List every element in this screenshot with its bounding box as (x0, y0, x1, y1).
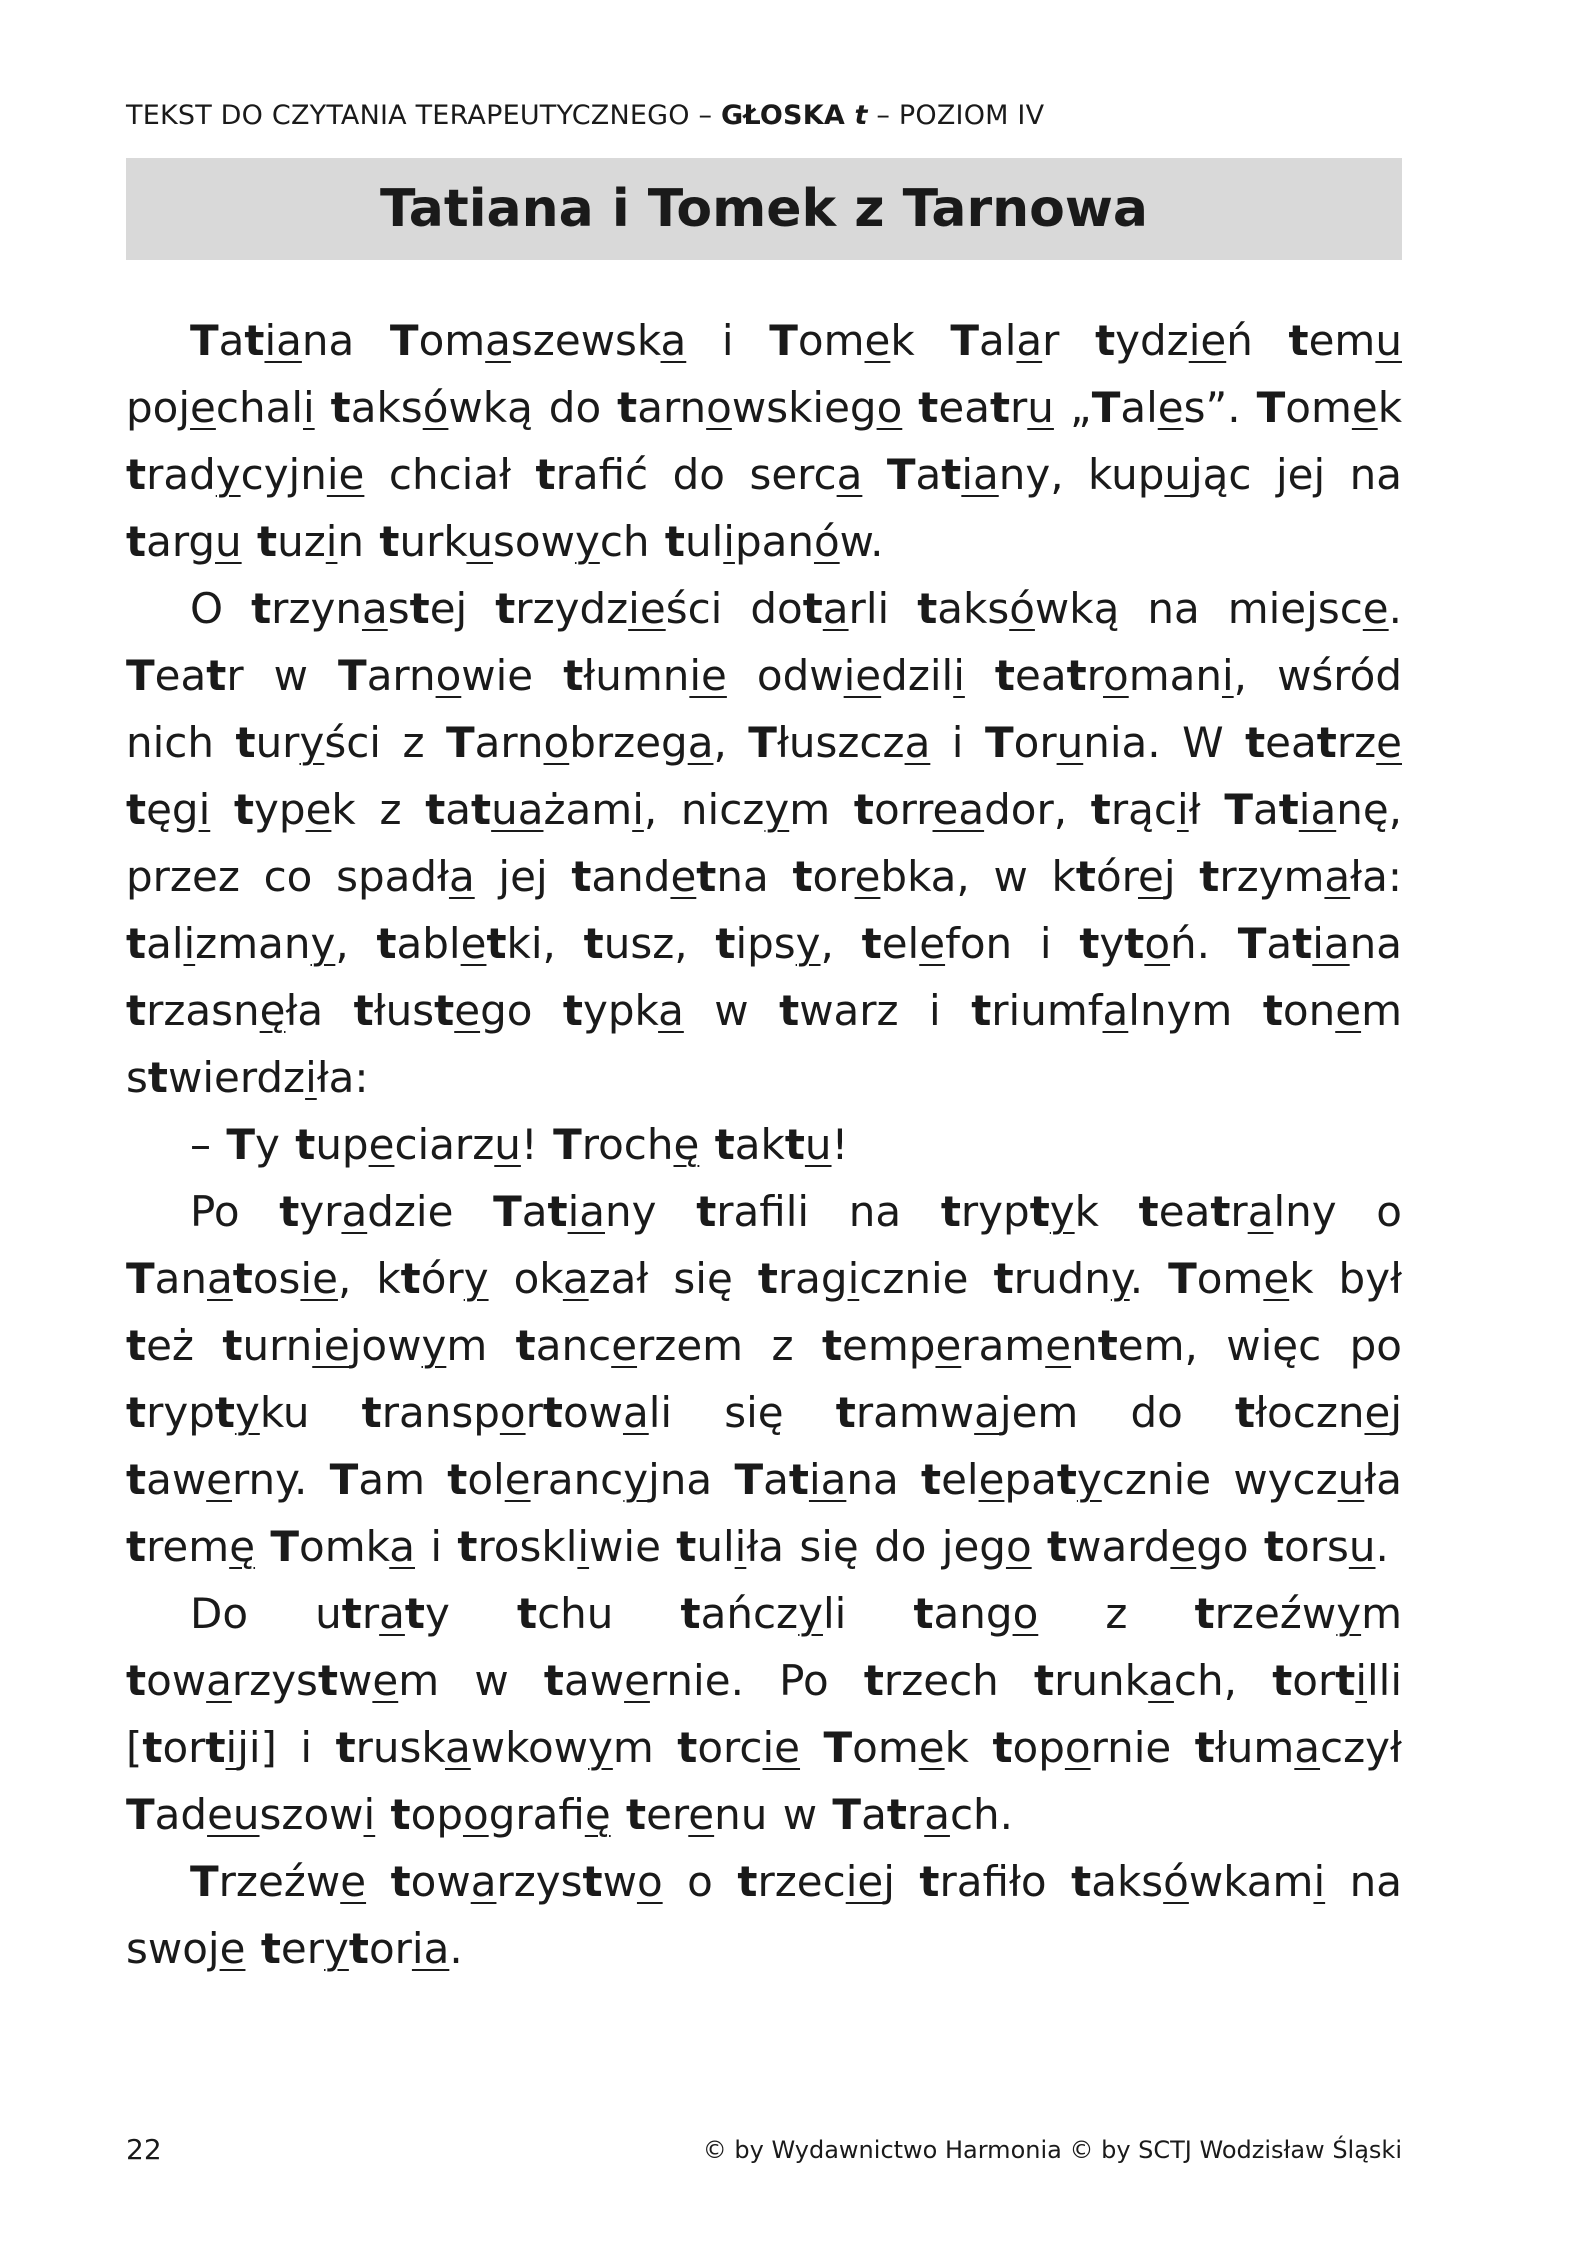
paragraph-1: Tatiana Tomaszewska i Tomek Talar tydzień temu pojechali taksówką do tarnowskiego teatru „Tales”. Tomek tradycyjnie chciał trafć do serca Tatiany, kupując jej na targu tuzin turkusowych tulipanów. (126, 316, 1403, 566)
paragraph-4: Po tyradzie Tatiany trafli na tryptyk teatralny o Tanatosie, który okazał się tragicznie trudny. Tomek był też turniejowym tancerzem z temperamentem, więc po tryptyku transportowali się tramwajem do tłocznej tawerny. Tam tolerancyjna Tatiana telepatycznie wyczuła tremę Tomka i troskliwie tuliła się do jego twardego torsu. (126, 1187, 1402, 1571)
paragraph-2: O trzynastej trzydzieści dotarli taksówką na miejsce. Teatr w Tarnowie tłumnie odwiedzili teatromani, wśród nich turyści z Tarnobrzega, Tłuszcza i Torunia. W teatrze tęgi typek z tatuażami, niczym torreador, trącił Tatianę, przez co spadła jej tandetna torebka, w której trzymała: talizmany, tabletki, tusz, tipsy, telefon i tytoń. Tatiana trzasnęła tłustego typka w twarz i triumfalnym tonem stwierdziła: (126, 584, 1403, 1102)
paragraph-6: Trzeźwe towarzystwo o trzeciej trafło taksówkami na swoje terytoria. (126, 1857, 1402, 1973)
reading-text (126, 307, 1402, 1982)
page-header (126, 100, 1044, 131)
header-suffix: – POZIOM IV (867, 100, 1045, 131)
header-sound-letter: t (854, 100, 868, 131)
copyright-notice: © by Wydawnictwo Harmonia © by SCTJ Wodzisław Śląski (702, 2136, 1402, 2164)
page-number: 22 (126, 2133, 162, 2166)
title-bar (126, 158, 1402, 260)
page-title: Tatiana i Tomek z Tarnowa (380, 179, 1148, 239)
header-prefix: TEKST DO CZYTANIA TERAPEUTYCZNEGO – (126, 100, 721, 131)
paragraph-3-dialog: – Ty tupeciarzu! Trochę taktu! (190, 1120, 849, 1169)
header-sound-word: GŁOSKA (720, 100, 845, 131)
paragraph-5: Do utraty tchu tańczyli tango z trzeźwym towarzystwem w tawernie. Po trzech trunkach, tortilli [tortiji] i truskawkowym torcie Tomek topornie tłumaczył Tadeuszowi topografię terenu w Tatrach. (126, 1589, 1402, 1839)
